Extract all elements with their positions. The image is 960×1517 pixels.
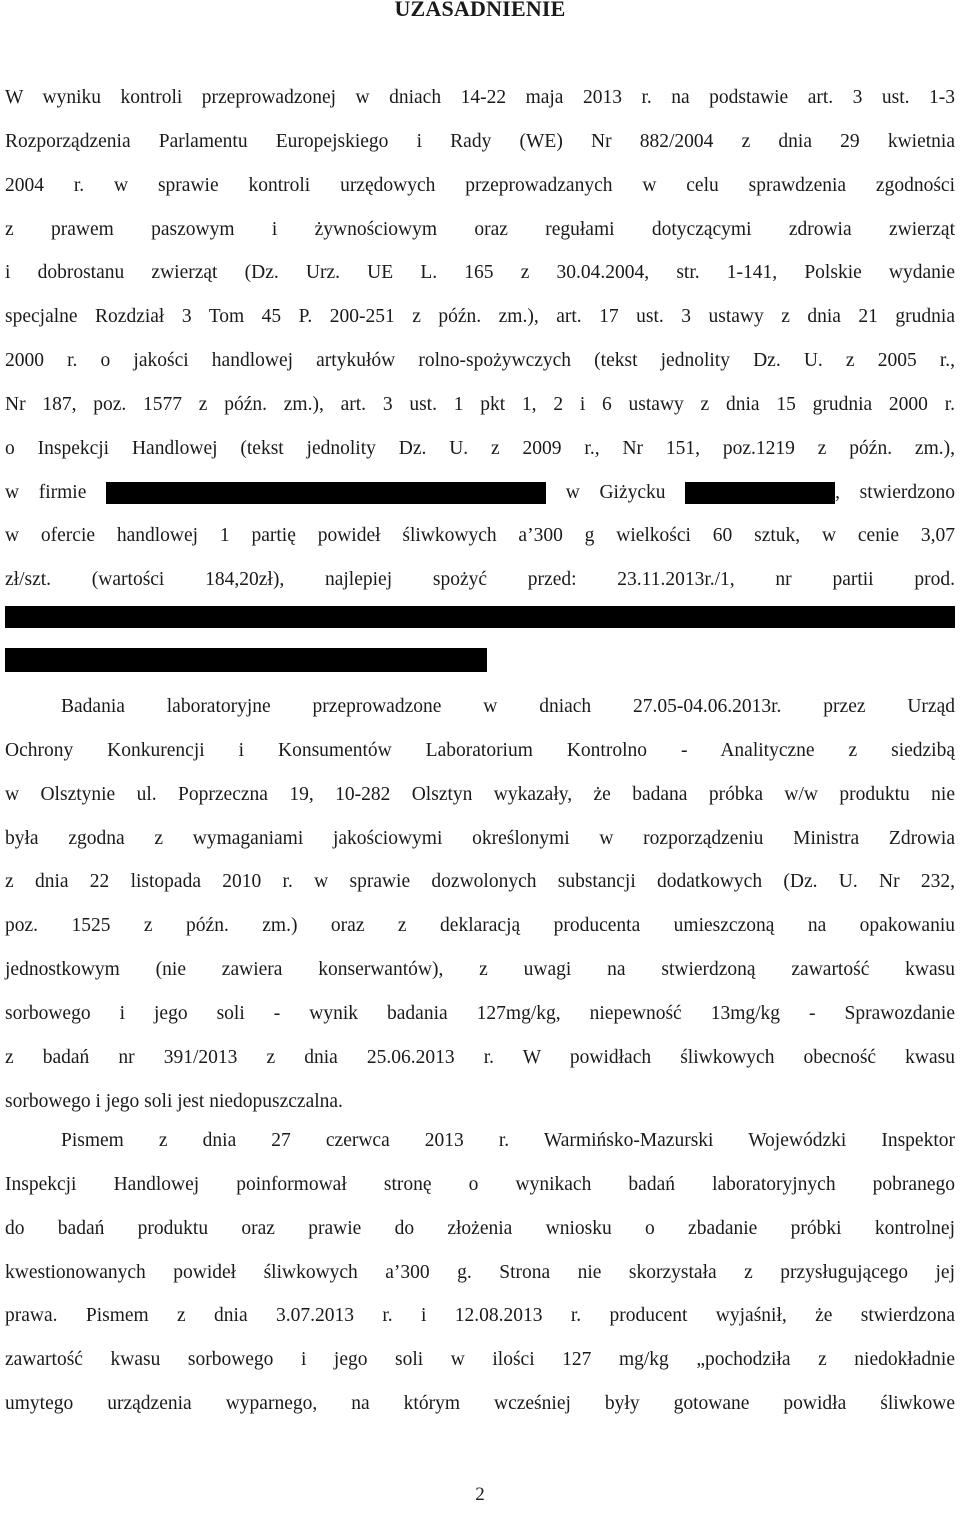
text-line: jednostkowym (nie zawiera konserwantów), z uwagi na stwierdzoną zawartość kwasu <box>5 959 955 981</box>
text-line: i dobrostanu zwierząt (Dz. Urz. UE L. 165 z 30.04.2004, str. 1-141, Polskie wydanie <box>5 262 955 284</box>
firm-location: w Giżycku <box>565 481 666 503</box>
text-line: z badań nr 391/2013 z dnia 25.06.2013 r. W powidłach śliwkowych obecność kwasu <box>5 1046 955 1068</box>
text-line: Rozporządzenia Parlamentu Europejskiego i Rady (WE) Nr 882/2004 z dnia 29 kwietnia <box>5 130 955 152</box>
text-line: Nr 187, poz. 1577 z późn. zm.), art. 3 ust. 1 pkt 1, 2 i 6 ustawy z dnia 15 grudnia 2000 r. <box>5 393 955 415</box>
firm-suffix: , stwierdzono <box>835 481 955 503</box>
text-line: była zgodna z wymaganiami jakościowymi określonymi w rozporządzeniu Ministra Zdrowia <box>5 827 955 849</box>
document-heading: UZASADNIENIE <box>394 0 566 21</box>
redaction-firm-name <box>106 482 546 504</box>
text-line: do badań produktu oraz prawie do złożenia wniosku o zbadanie próbki kontrolnej <box>5 1217 955 1239</box>
page-number: 2 <box>475 1484 485 1505</box>
text-line: 2004 r. w sprawie kontroli urzędowych przeprowadzanych w celu sprawdzenia zgodności <box>5 174 955 196</box>
text-line: sorbowego i jego soli - wynik badania 127mg/kg, niepewność 13mg/kg - Sprawozdanie <box>5 1002 955 1024</box>
text-line: 2000 r. o jakości handlowej artykułów rolno-spożywczych (tekst jednolity Dz. U. z 2005 r., <box>5 350 955 372</box>
redaction-batch-number <box>5 606 955 628</box>
paragraph-legal-basis <box>5 76 955 602</box>
redaction-address <box>685 482 835 504</box>
text-line-firm <box>5 471 955 515</box>
firm-prefix: w firmie <box>5 481 87 503</box>
paragraph-correspondence <box>5 1119 955 1426</box>
text-line: z dnia 22 listopada 2010 r. w sprawie dozwolonych substancji dodatkowych (Dz. U. Nr 232, <box>5 871 955 893</box>
text-line: specjalne Rozdział 3 Tom 45 P. 200-251 z późn. zm.), art. 17 ust. 3 ustawy z dnia 21 grudnia <box>5 306 955 328</box>
text-line: w ofercie handlowej 1 partię powideł śliwkowych a’300 g wielkości 60 sztuk, w cenie 3,07 <box>5 525 955 547</box>
text-line: zawartość kwasu sorbowego i jego soli w ilości 127 mg/kg „pochodziła z niedokładnie <box>5 1349 955 1371</box>
text-line: w Olsztynie ul. Poprzeczna 19, 10-282 Olsztyn wykazały, że badana próbka w/w produktu nie <box>5 783 955 805</box>
text-line: sorbowego i jego soli jest niedopuszczalna. <box>5 1090 343 1112</box>
text-line: poz. 1525 z późn. zm.) oraz z deklaracją producenta umieszczoną na opakowaniu <box>5 915 955 937</box>
text-line: prawa. Pismem z dnia 3.07.2013 r. i 12.08.2013 r. producent wyjaśnił, że stwierdzona <box>5 1305 955 1327</box>
text-line: umytego urządzenia wyparnego, na którym wcześniej były gotowane powidła śliwkowe <box>5 1393 955 1415</box>
paragraph-lab-results <box>5 685 955 1123</box>
text-line: W wyniku kontroli przeprowadzonej w dniach 14-22 maja 2013 r. na podstawie art. 3 ust. 1-3 <box>5 87 955 108</box>
redaction-batch-number-continued <box>5 648 487 672</box>
text-line: z prawem paszowym i żywnościowym oraz regułami dotyczącymi zdrowia zwierząt <box>5 218 955 240</box>
text-line: zł/szt. (wartości 184,20zł), najlepiej spożyć przed: 23.11.2013r./1, nr partii prod. <box>5 569 955 591</box>
text-line: o Inspekcji Handlowej (tekst jednolity Dz. U. z 2009 r., Nr 151, poz.1219 z późn. zm.), <box>5 437 955 459</box>
text-line: Ochrony Konkurencji i Konsumentów Laboratorium Kontrolno - Analityczne z siedzibą <box>5 739 955 761</box>
text-line: Badania laboratoryjne przeprowadzone w dniach 27.05-04.06.2013r. przez Urząd <box>61 696 955 717</box>
text-line: kwestionowanych powideł śliwkowych a’300 g. Strona nie skorzystała z przysługującego jej <box>5 1261 955 1283</box>
text-line: Inspekcji Handlowej poinformował stronę o wynikach badań laboratoryjnych pobranego <box>5 1173 955 1195</box>
text-line: Pismem z dnia 27 czerwca 2013 r. Warmińsko-Mazurski Wojewódzki Inspektor <box>61 1130 955 1151</box>
